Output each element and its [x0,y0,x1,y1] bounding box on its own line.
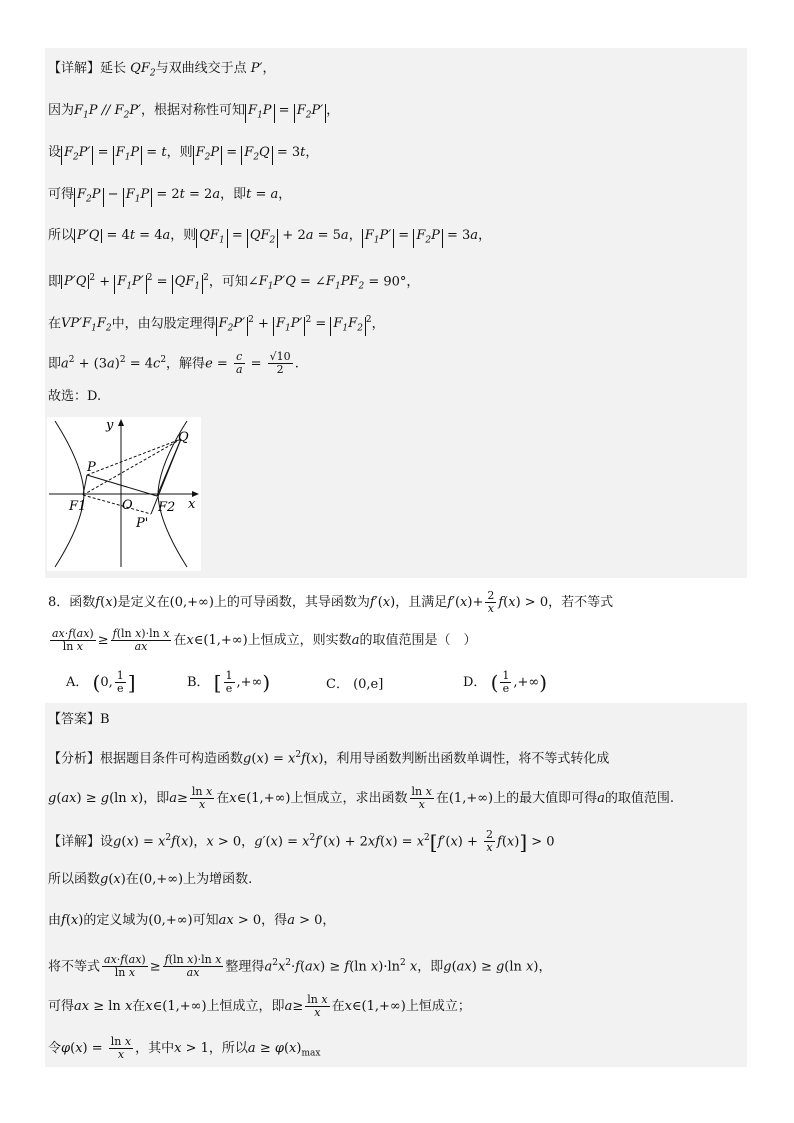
detail2-line2: 所以函数g(x)在(0,+∞)上为增函数. [48,872,253,887]
option-a[interactable]: A． (0, $\frac{1}{e}$ ] [66,669,136,695]
answer-value: B [100,712,110,727]
detail1-line6: 即 P′Q $^2 + F_1P'$ $^2 = QF_1^2$，可知$\angle F_1P'Q$ = $\angle F_1PF_2 = 90^\circ$， [48,273,420,292]
detail1-line1: 【详解】延长 $QF_2$与双曲线交于点 P′， [48,61,276,79]
hyperbola-figure [47,417,201,571]
detail1-line7: 在$VP'F_1F_2$中，由勾股定理得 $F_2P'$ $^2 + F_1P'$ $^2 = F_1F_2^2$， [48,315,385,334]
detail1-line5: 所以 P′Q = 4t = 4a，则 $QF_1 = QF_2 + 2a = 5a$， $F_1P' = F_2P = 3a$， [48,228,492,246]
detail2-line1: 【详解】设$g(x) = x^2f(x)$，x > 0，$g'(x) = x^2f'(x) + 2xf(x) = x^2[f'(x)$ + $\frac{2}{x}$ f(x)] > 0 [48,828,555,855]
label-P: P [87,460,96,475]
label-Q: Q [178,430,189,445]
detail2-line6: 令φ(x) = $\frac{\text{ln x}}{x}$ ，其中x > 1，所以$a \ge \varphi(x)_{max}$ [48,1035,321,1061]
q8-line1: 8．函数f(x)是定义在(0,+∞)上的可导函数，其导函数为f′(x)，且满足f′(x)+ $\frac{2}{x}$ f(x) > 0，若不等式 [48,589,614,615]
detail-tag: 【详解】 [48,61,101,76]
option-c[interactable]: C． (0,e] [326,677,384,692]
detail1-line3: 设 $F_2P' = F_1P = t$，则 $F_2P = F_2Q = 3t$， [48,145,319,163]
analysis-line2: g(ax) ≥ g(ln x)，即a≥ $\frac{\text{ln x}}{x}$ 在x∈(1,+∞)上恒成立，求出函数 $\frac{\text{ln x}}{x}$ 在(1,+∞)上的最大值即可得a的取值范围. [48,785,675,811]
detail1-line2: 因为$F_1P // F_2P'$，根据对称性可知 $F_1P = F_2P'$ ， [48,103,340,121]
detail2-line4: 将不等式 $\frac{ax\cdot f(ax)}{\text{ln x}}$ ≥ $\frac{\text{f(ln x)·ln x}}{ax}$ 整理得$a^2x^2\cdot f(ax) \ge f(\ln$ $x)\cdot\ln^2$ x，即g(ax) ≥ g(ln x)， [48,953,552,980]
detail2-line3: 由f(x)的定义域为(0,+∞)可知ax > 0，得a > 0， [48,913,336,928]
label-F1: F1 [69,499,87,514]
label-O: O [122,498,133,513]
question-number: 8． [48,595,70,610]
label-y: y [106,418,114,433]
detail1-line8: 即$a^2 + (3a)^2 = 4c^2$，解得e = $\frac{c}{a}$ = $\frac{√10}{2}$ . [48,350,299,377]
detail2-line5: 可得ax ≥ ln x在x∈(1,+∞)上恒成立，即a≥ $\frac{\text{ln x}}{x}$ 在x∈(1,+∞)上恒成立； [48,993,471,1019]
option-b[interactable]: B． [ $\frac{1}{e}$ ,+∞) [187,669,271,695]
detail1-conclusion: 故选：D. [48,389,102,404]
q8-line2: $\frac{ax\cdot f(ax)}{\text{ln x}}$ ≥ $\frac{\text{f(ln x)·ln x}}{ax}$ 在x∈(1,+∞)上恒成立，则实数a的取值范围是（ ） [52,627,477,653]
label-F2: F2 [158,500,176,515]
detail1-line4: 可得 $F_2P - F_1P = 2t = 2a$，即t = a， [48,187,292,205]
analysis-line1: 【分析】根据题目条件可构造函数$g(x) = x^2f(x)$，利用导函数判断出函数单调性，将不等式转化成 [48,750,610,767]
label-x: x [188,497,196,512]
label-P-prime: P' [136,516,149,531]
option-d[interactable]: D． ( $\frac{1}{e}$ ,+∞) [463,669,548,695]
answer-line: 【答案】B [48,712,110,727]
